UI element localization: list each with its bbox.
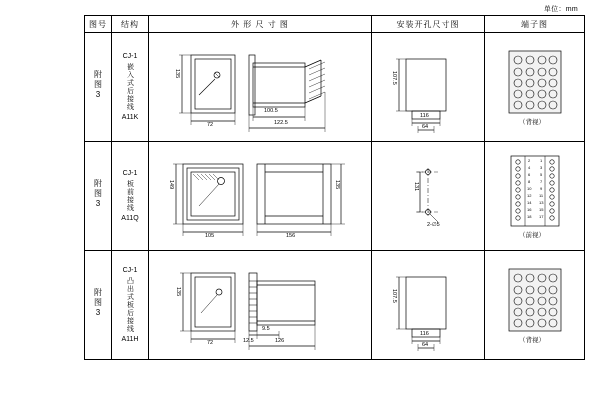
header-terminal: 端子图	[485, 16, 585, 33]
row3-dim-126: 126	[275, 338, 285, 344]
row1-outline-drawing	[149, 33, 372, 142]
row1-dim-100-5: 100.5	[264, 108, 278, 114]
row1-mount-dim-116: 116	[420, 113, 429, 119]
row2-mounting-drawing	[372, 142, 485, 251]
row2-term-num-3: 3	[540, 165, 543, 170]
header-mounting: 安装开孔尺寸图	[372, 16, 485, 33]
row2-term-view-label: （前视）	[519, 232, 545, 239]
header-drawing-no: 图号	[85, 16, 112, 33]
row3-terminal-drawing	[485, 251, 585, 360]
row2-term-num-8: 8	[528, 179, 531, 184]
row1-mount-dim-107-5: 107.5	[391, 71, 397, 85]
row2-term-num-13: 13	[539, 200, 544, 205]
row2-dim-105: 105	[205, 233, 215, 239]
row2-structure	[112, 142, 149, 251]
row3-mounting-drawing	[372, 251, 485, 360]
row1-dim-135: 135	[174, 69, 180, 79]
row2-term-num-6: 6	[528, 172, 531, 177]
row2-term-num-11: 11	[539, 193, 544, 198]
row1-mount-dim-64: 64	[422, 124, 429, 130]
row2-structure-type: 板前接线	[126, 180, 134, 212]
row1-structure	[112, 33, 149, 142]
row2-dim-135: 135	[334, 180, 340, 190]
header-outline: 外 形 尺 寸 图	[149, 16, 372, 33]
row2-term-num-9: 9	[540, 186, 543, 191]
row2-dim-149: 149	[168, 180, 174, 190]
row2-term-num-10: 10	[527, 186, 532, 191]
row3-outline-drawing	[149, 251, 372, 360]
row2-terminal-drawing	[485, 142, 585, 251]
row1-structure-type: 嵌入式后接线	[126, 63, 134, 111]
row1-structure-model: CJ-1	[122, 53, 138, 60]
row2-drawing-no-text: 附图3	[93, 179, 103, 210]
row2-term-num-2: 2	[528, 158, 531, 163]
row2-term-num-14: 14	[527, 200, 532, 205]
row3-structure-model: CJ-1	[122, 267, 138, 274]
row2-drawing-no	[85, 142, 112, 251]
row1-dim-122-5: 122.5	[274, 120, 288, 126]
table-header-row	[85, 16, 585, 33]
row2-term-num-4: 4	[528, 165, 531, 170]
table-row	[85, 251, 585, 360]
row2-mount-dim-2x5: 2-∅5	[427, 222, 440, 228]
row2-term-num-5: 5	[540, 172, 543, 177]
unit-note: 单位：mm	[543, 6, 578, 13]
row2-term-num-18: 18	[527, 214, 532, 219]
row2-structure-code: A11Q	[121, 215, 139, 222]
row2-outline-drawing	[149, 142, 372, 251]
row2-term-num-12: 12	[527, 193, 532, 198]
row3-drawing-no	[85, 251, 112, 360]
row3-structure-code: A11H	[121, 336, 139, 343]
row2-term-num-7: 7	[540, 179, 543, 184]
row2-term-num-17: 17	[539, 214, 544, 219]
row2-term-num-16: 16	[527, 207, 532, 212]
row1-drawing-no	[85, 33, 112, 142]
header-structure: 结构	[112, 16, 149, 33]
row3-mount-dim-107-5: 107.5	[391, 289, 397, 303]
row3-structure-type: 凸出式板后接线	[126, 277, 134, 333]
row2-term-num-15: 15	[539, 207, 544, 212]
row3-mount-dim-116: 116	[420, 331, 429, 337]
row3-dim-135: 135	[175, 287, 181, 297]
row1-mounting-drawing	[372, 33, 485, 142]
row3-structure	[112, 251, 149, 360]
dimension-table	[84, 15, 585, 360]
row2-structure-model: CJ-1	[122, 170, 138, 177]
row1-drawing-no-text: 附图3	[93, 70, 103, 101]
row1-term-view-label: （背视）	[519, 119, 545, 126]
row2-dim-156: 156	[286, 233, 296, 239]
row3-dim-12-5: 12.5	[243, 338, 254, 344]
row3-dim-72: 72	[207, 340, 214, 346]
row2-mount-dim-131: 131	[413, 182, 419, 192]
row1-structure-code: A11K	[121, 114, 139, 121]
row3-dim-9-5: 9.5	[262, 326, 270, 332]
row3-drawing-no-text: 附图3	[93, 288, 103, 319]
table-row	[85, 142, 585, 251]
row1-dim-72: 72	[207, 122, 214, 128]
row3-mount-dim-64: 64	[422, 342, 429, 348]
row3-term-view-label: （背视）	[519, 337, 545, 344]
table-row	[85, 33, 585, 142]
row2-term-num-1: 1	[540, 158, 543, 163]
row1-terminal-drawing	[485, 33, 585, 142]
